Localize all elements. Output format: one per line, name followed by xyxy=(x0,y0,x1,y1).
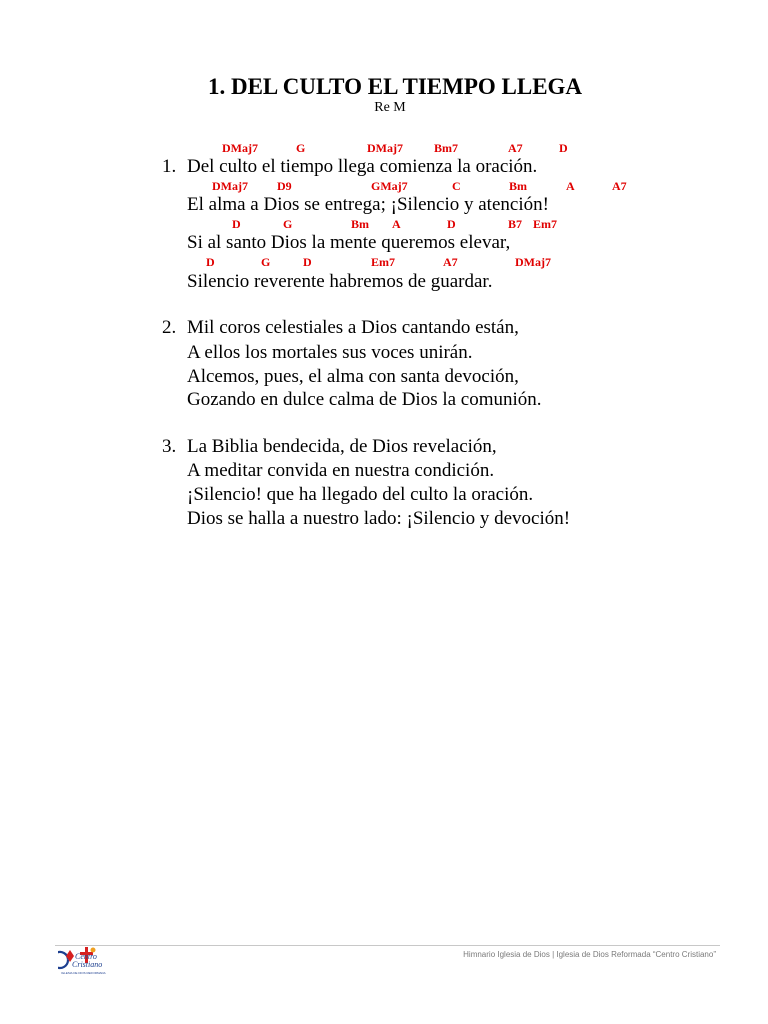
chord: DMaj7 xyxy=(212,179,248,193)
hymn-title: 1. DEL CULTO EL TIEMPO LLEGA xyxy=(207,74,583,99)
lyric-line: A meditar convida en nuestra condición. xyxy=(187,460,495,481)
chord: D xyxy=(303,255,312,269)
logo-ring xyxy=(58,952,68,968)
chord: A7 xyxy=(612,179,627,193)
lyric-line: Gozando en dulce calma de Dios la comunión. xyxy=(187,389,542,410)
verse-number: 2. xyxy=(162,317,177,338)
chord: G xyxy=(296,141,306,155)
logo-word-cristiano: Cristiano xyxy=(72,960,103,969)
chord: A xyxy=(392,217,401,231)
chord: DMaj7 xyxy=(515,255,551,269)
chord: Em7 xyxy=(533,217,557,231)
lyric-line: Si al santo Dios la mente queremos elevar, xyxy=(187,232,511,253)
chord: GMaj7 xyxy=(371,179,408,193)
chord: A xyxy=(566,179,575,193)
chord: DMaj7 xyxy=(367,141,403,155)
chord: Em7 xyxy=(371,255,395,269)
chord: D xyxy=(232,217,241,231)
chord: Bm xyxy=(509,179,527,193)
lyric-line: ¡Silencio! que ha llegado del culto la oración. xyxy=(187,484,534,505)
chord: C xyxy=(452,179,461,193)
lyric-line: Dios se halla a nuestro lado: ¡Silencio y devoción! xyxy=(187,508,571,529)
lyric-line: Del culto el tiempo llega comienza la oración. xyxy=(187,156,538,177)
lyric-line: El alma a Dios se entrega; ¡Silencio y atención! xyxy=(187,194,549,215)
lyric-line: Alcemos, pues, el alma con santa devoción, xyxy=(187,366,519,387)
verse-number: 3. xyxy=(162,436,177,457)
chord: G xyxy=(261,255,271,269)
logo-word-centro: Centro xyxy=(75,952,97,961)
chord: Bm xyxy=(351,217,369,231)
lyric-line: Silencio reverente habremos de guardar. xyxy=(187,271,493,292)
lyric-line: A ellos los mortales sus voces unirán. xyxy=(187,342,473,363)
key-signature: Re M xyxy=(374,100,406,115)
chord: A7 xyxy=(443,255,458,269)
chord: D xyxy=(447,217,456,231)
chord: B7 xyxy=(508,217,523,231)
chord: G xyxy=(283,217,293,231)
logo-tagline: IGLESIA DE DIOS REFORMADA xyxy=(61,971,106,975)
chord: Bm7 xyxy=(434,141,458,155)
chord: D xyxy=(206,255,215,269)
chord: DMaj7 xyxy=(222,141,258,155)
chord: D xyxy=(559,141,568,155)
verse-number: 1. xyxy=(162,156,177,177)
chord: A7 xyxy=(508,141,523,155)
footer-text: Himnario Iglesia de Dios | Iglesia de Dios Reformada “Centro Cristiano” xyxy=(463,950,716,959)
footer-divider xyxy=(55,945,720,946)
chord: D9 xyxy=(277,179,292,193)
lyric-line: Mil coros celestiales a Dios cantando están, xyxy=(187,317,519,338)
centro-cristiano-logo xyxy=(58,946,120,976)
lyric-line: La Biblia bendecida, de Dios revelación, xyxy=(187,436,497,457)
